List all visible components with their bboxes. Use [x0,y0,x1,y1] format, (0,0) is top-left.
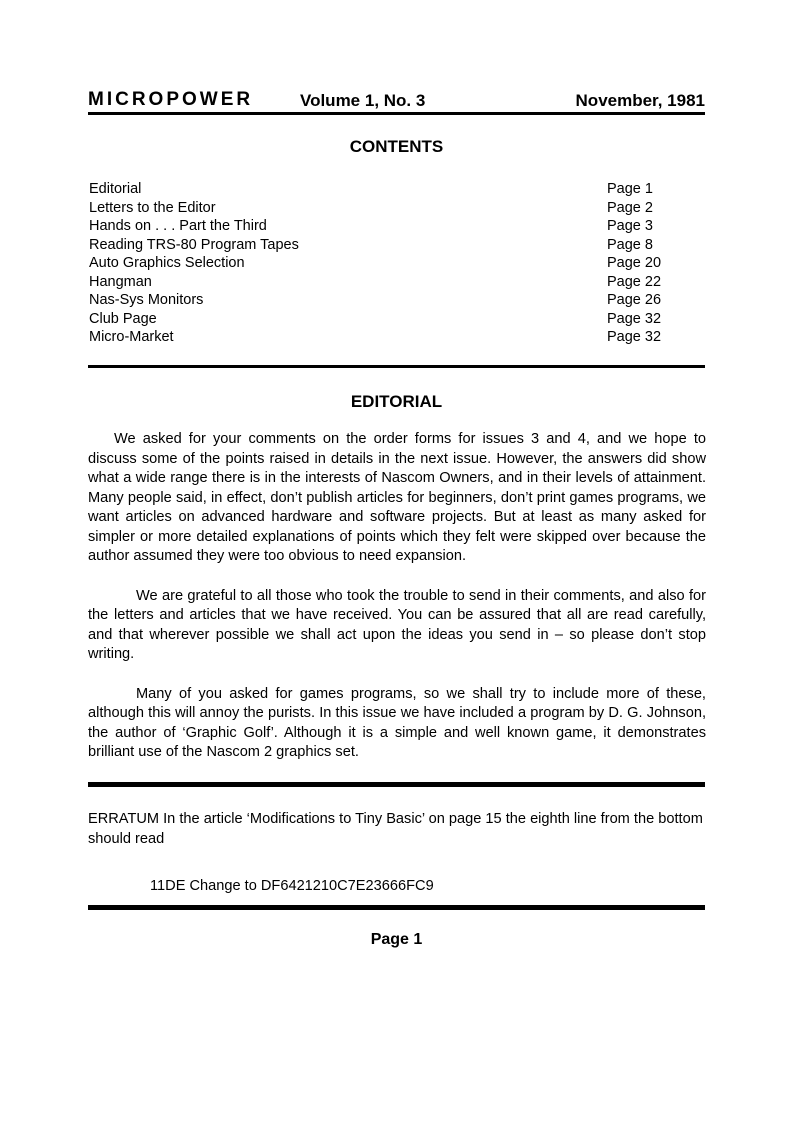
toc-entry-title: Club Page [89,310,157,327]
masthead [88,89,705,113]
toc-entry-page: Page 3 [607,218,653,234]
list-item [88,328,705,347]
toc-entry-page: Page 22 [607,273,662,290]
toc-entry-title: Reading TRS-80 Program Tapes [89,236,299,253]
toc-entry-title: Letters to the Editor [89,199,216,216]
toc-entry-title: Hangman [89,273,152,290]
list-item [88,254,705,273]
list-item [88,310,705,329]
toc-entry-page: Page 8 [607,236,653,253]
list-item [88,236,705,255]
toc-entry-title: Editorial [89,181,142,197]
list-item [88,180,705,199]
editorial-heading: EDITORIAL [350,392,443,411]
toc-entry-page: Page 20 [607,255,662,271]
editorial-paragraph: We asked for your comments on the order forms for issues 3 and 4, and we hope to discuss some of the points raised in details in the next issue. However, the answers did show what a wide range there is in the interests of Nascom Owners, and in their levels of attainment. Many people said, in effect, don’t publish articles for beginners, don’t print games programs, we want articles on advanced hardware and software projects. But at least as many asked for simpler or more detailed explanations of points which they felt were skipped over because the author assumed they were too obvious to need expansion. [88,431,706,564]
issue-volume: Volume 1, No. 3 [300,91,426,110]
erratum-code: 11DE Change to DF6421210C7E23666FC9 [150,878,434,894]
contents-heading: CONTENTS [349,137,444,156]
list-item [88,199,705,218]
editorial-body [88,430,706,763]
masthead-divider [88,112,705,115]
toc-entry-title: Nas-Sys Monitors [89,292,204,308]
table-of-contents [88,180,705,347]
list-item [88,291,705,310]
editorial-paragraph: Many of you asked for games programs, so we shall try to include more of these, although this will annoy the purists. In this issue we have included a program by D. G. Johnson, the author of ‘Graphic Golf’. Although it is a simple and well known game, it demonstrates brilliant use of the Nascom 2 graphics set. [88,685,706,760]
publication-title: MICROPOWER [88,89,254,110]
toc-entry-page: Page 32 [607,329,662,345]
list-item [88,273,705,292]
issue-date: November, 1981 [575,91,705,110]
erratum-section [88,810,706,897]
erratum-divider [88,782,705,787]
toc-entry-page: Page 32 [607,310,662,327]
list-item [88,217,705,236]
toc-entry-title: Hands on . . . Part the Third [89,218,267,234]
toc-entry-page: Page 1 [607,181,653,197]
page-number-footer: Page 1 [370,931,423,948]
toc-entry-title: Auto Graphics Selection [89,255,245,271]
contents-divider [88,365,705,368]
footer-divider [88,905,705,910]
toc-entry-page: Page 26 [607,292,662,308]
toc-entry-page: Page 2 [607,199,653,216]
toc-entry-title: Micro-Market [89,329,174,345]
editorial-paragraph: We are grateful to all those who took the trouble to send in their comments, and also for the letters and articles that we have received. You can be assured that all are read carefully, and that wherever possible we shall act upon the ideas you send in – so please don’t stop writing. [88,587,706,662]
erratum-text: ERRATUM In the article ‘Modifications to Tiny Basic’ on page 15 the eighth line from the bottom should read [88,811,703,847]
